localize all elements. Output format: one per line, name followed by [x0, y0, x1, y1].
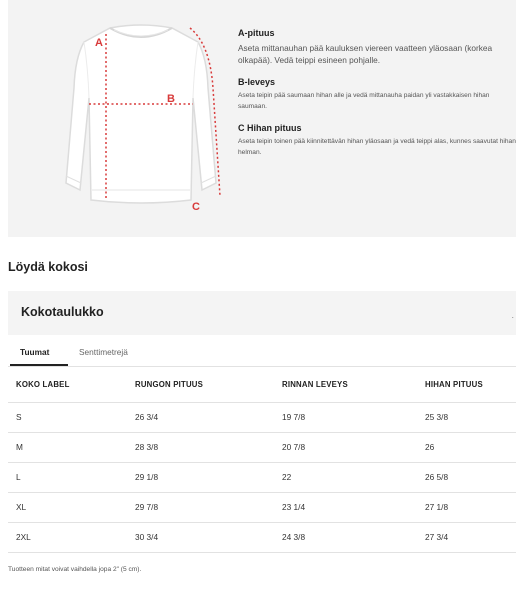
measurement-guide-panel [8, 0, 516, 237]
cell-chest-width: 23 1/4 [274, 492, 417, 522]
cell-sleeve-length: 25 3/8 [417, 402, 516, 432]
label-a: A [95, 37, 103, 49]
cell-chest-width: 19 7/8 [274, 402, 417, 432]
label-b: B [167, 93, 175, 105]
guide-sleeve-title: C Hihan pituus [238, 123, 302, 134]
header-size-label: KOKO LABEL [8, 367, 127, 402]
table-row [8, 402, 516, 432]
cell-size: S [8, 402, 127, 432]
table-row [8, 462, 516, 492]
guide-length [238, 28, 516, 66]
guide-width [238, 77, 516, 112]
cell-chest-width: 24 3/8 [274, 522, 417, 552]
guide-length-title: A-pituus [238, 28, 275, 38]
header-chest-width: RINNAN LEVEYS [274, 367, 417, 402]
table-row [8, 522, 516, 552]
cell-body-length: 29 1/8 [127, 462, 274, 492]
cell-size: L [8, 462, 127, 492]
cell-size: M [8, 432, 127, 462]
guide-width-title: B-leveys [238, 77, 276, 88]
guide-length-text: Aseta mittanauhan pää kauluksen viereen vaatteen yläosaan (korkea olkapää). Vedä teippi esineen pohjalle. [238, 43, 493, 66]
measurement-instructions [238, 28, 516, 169]
cell-size: XL [8, 492, 127, 522]
sweater-illustration-icon [50, 18, 232, 218]
cell-chest-width: 22 [274, 462, 417, 492]
unit-tabs [8, 338, 516, 367]
cell-size: 2XL [8, 522, 127, 552]
cell-sleeve-length: 27 1/8 [417, 492, 516, 522]
cell-body-length: 30 3/4 [127, 522, 274, 552]
size-chart-more: . [511, 310, 514, 320]
cell-body-length: 29 7/8 [127, 492, 274, 522]
cell-body-length: 28 3/8 [127, 432, 274, 462]
header-sleeve-length: HIHAN PITUUS [417, 367, 516, 402]
active-tab-indicator [10, 364, 68, 366]
table-row [8, 492, 516, 522]
find-size-heading: Löydä kokosi [8, 260, 88, 274]
tab-centimeters[interactable]: Senttimetrejä [79, 347, 128, 357]
size-chart-header [8, 291, 516, 335]
cell-sleeve-length: 27 3/4 [417, 522, 516, 552]
cell-body-length: 26 3/4 [127, 402, 274, 432]
size-footnote: Tuotteen mitat voivat vaihdella jopa 2" (5 cm). [8, 566, 142, 573]
cell-sleeve-length: 26 [417, 432, 516, 462]
size-table [8, 367, 516, 553]
guide-width-text: Aseta teipin pää saumaan hihan alle ja vedä mittanauha paidan yli vastakkaisen hihan saumaan. [238, 92, 490, 110]
size-chart-title: Kokotaulukko [21, 305, 104, 319]
table-header-row [8, 367, 516, 402]
guide-sleeve-text: Aseta teipin toinen pää kiinnitettävän hihan yläosaan ja vedä teippi alas, kunnes saavutat hihan helman. [238, 138, 516, 156]
cell-chest-width: 20 7/8 [274, 432, 417, 462]
label-c: C [192, 201, 200, 213]
guide-sleeve [238, 123, 516, 158]
cell-sleeve-length: 26 5/8 [417, 462, 516, 492]
table-row [8, 432, 516, 462]
header-body-length: RUNGON PITUUS [127, 367, 274, 402]
tab-inches[interactable]: Tuumat [20, 347, 50, 357]
